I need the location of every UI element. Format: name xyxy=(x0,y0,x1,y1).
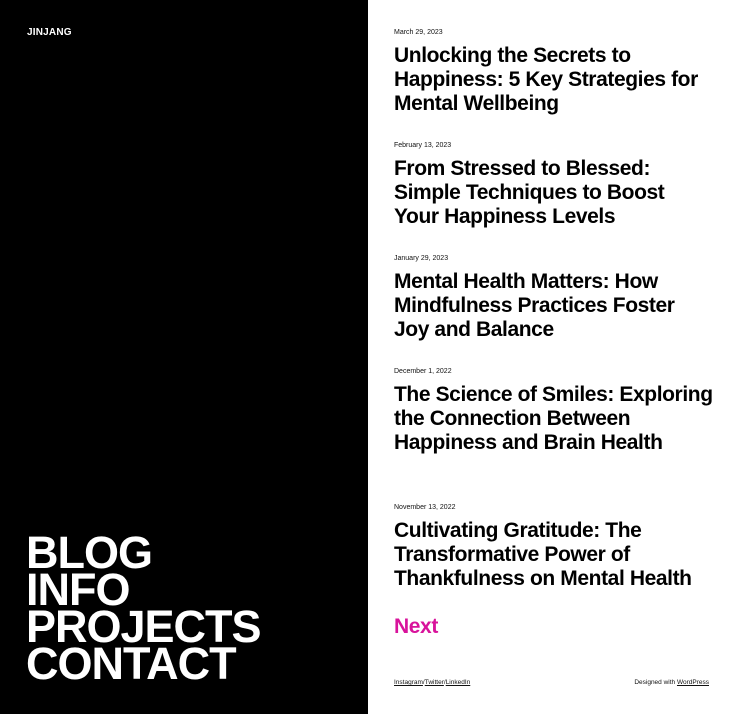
post-title-link[interactable]: Mental Health Matters: How Mindfulness Practices Foster Joy and Balance xyxy=(394,270,675,341)
post-date: November 13, 2022 xyxy=(394,504,456,511)
instagram-link[interactable]: Instagram xyxy=(394,679,423,686)
post-item xyxy=(394,504,714,591)
nav-link-projects[interactable]: PROJECTS xyxy=(26,601,261,652)
post-item xyxy=(394,142,714,229)
twitter-link[interactable]: Twitter xyxy=(424,679,444,686)
footer-credit xyxy=(634,678,709,688)
nav-link-blog[interactable]: BLOG xyxy=(26,527,152,578)
post-item xyxy=(394,29,714,116)
nav-link-info[interactable]: INFO xyxy=(26,564,130,615)
social-separator: / xyxy=(422,679,425,686)
wordpress-link[interactable]: WordPress xyxy=(676,679,709,686)
post-title-link[interactable]: From Stressed to Blessed: Simple Techniques to Boost Your Happiness Levels xyxy=(394,157,665,228)
post-date: December 1, 2022 xyxy=(394,368,452,375)
post-date: January 29, 2023 xyxy=(394,255,449,262)
site-title[interactable]: JINJANG xyxy=(27,27,72,38)
main-nav xyxy=(26,527,261,689)
nav-link-contact[interactable]: CONTACT xyxy=(26,638,236,689)
footer xyxy=(394,678,709,688)
post-title-link[interactable]: Unlocking the Secrets to Happiness: 5 Key Strategies for Mental Wellbeing xyxy=(394,44,698,115)
nav-item-contact xyxy=(26,638,261,689)
post-date: March 29, 2023 xyxy=(394,29,443,36)
social-links xyxy=(394,678,470,688)
post-item xyxy=(394,255,714,342)
post-title-link[interactable]: The Science of Smiles: Exploring the Connection Between Happiness and Brain Health xyxy=(394,383,713,454)
next-page-link[interactable]: Next xyxy=(394,615,438,638)
credit-prefix: Designed with xyxy=(634,679,677,686)
linkedin-link[interactable]: LinkedIn xyxy=(445,679,471,686)
post-title-link[interactable]: Cultivating Gratitude: The Transformative Power of Thankfulness on Mental Health xyxy=(394,519,692,590)
post-item xyxy=(394,368,714,455)
social-separator: / xyxy=(443,679,446,686)
post-date: February 13, 2023 xyxy=(394,142,452,149)
